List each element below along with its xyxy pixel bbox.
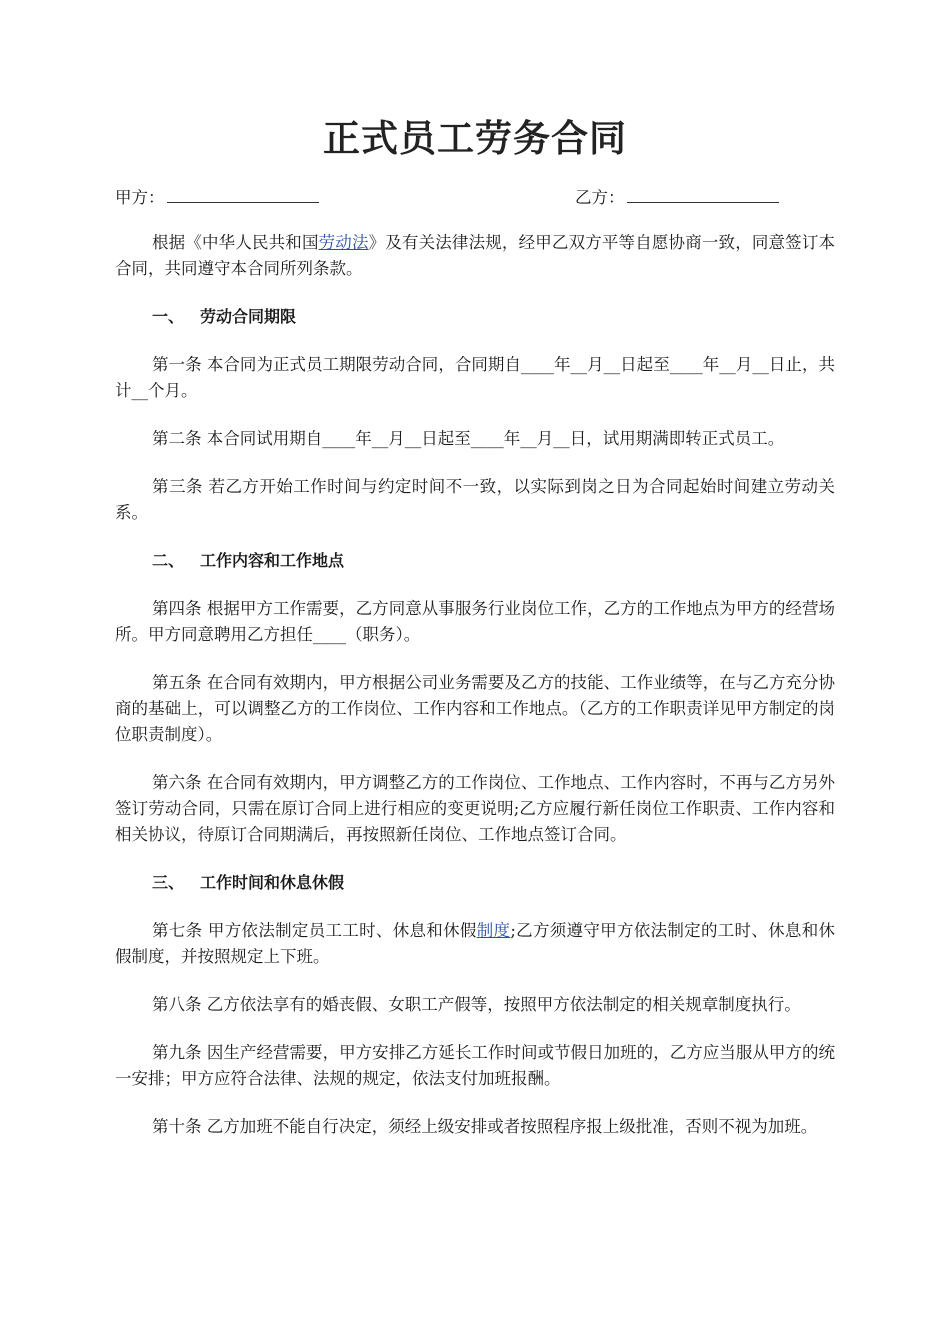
article-8: 第八条 乙方依法享有的婚丧假、女职工产假等，按照甲方依法制定的相关规章制度执行。 — [152, 995, 801, 1014]
section-number: 一、 — [152, 307, 185, 326]
contract-body — [115, 230, 835, 1162]
party-a-label: 甲方： — [115, 188, 165, 207]
party-b-field — [575, 184, 779, 208]
section-title: 工作时间和休息休假 — [200, 873, 345, 892]
system-link[interactable]: 制度 — [476, 921, 511, 940]
document-title: 正式员工劳务合同 — [323, 116, 627, 160]
article-2: 第二条 本合同试用期自____年__月__日起至____年__月__日，试用期满即转正式员工。 — [152, 429, 785, 448]
article-4: 第四条 根据甲方工作需要，乙方同意从事服务行业岗位工作，乙方的工作地点为甲方的经营场所。甲方同意聘用乙方担任____（职务）。 — [115, 599, 835, 644]
article-1: 第一条 本合同为正式员工期限劳动合同，合同期自____年__月__日起至____年__月__日止，共计__个月。 — [115, 355, 835, 400]
labor-law-link[interactable]: 劳动法 — [318, 233, 369, 252]
article-3: 第三条 若乙方开始工作时间与约定时间不一致，以实际到岗之日为合同起始时间建立劳动关系。 — [115, 477, 835, 522]
section-heading-2 — [152, 548, 835, 574]
party-b-label: 乙方： — [575, 188, 625, 207]
party-b-blank — [627, 188, 779, 203]
intro-paragraph — [115, 230, 835, 282]
section-heading-1 — [152, 304, 835, 330]
section-title: 工作内容和工作地点 — [200, 551, 345, 570]
intro-text-before: 根据《中华人民共和国 — [152, 233, 319, 252]
article-7-text-before: 第七条 甲方依法制定员工工时、休息和休假 — [152, 921, 477, 940]
article-10: 第十条 乙方加班不能自行决定，须经上级安排或者按照程序报上级批准，否则不视为加班。 — [152, 1117, 818, 1136]
article-6: 第六条 在合同有效期内，甲方调整乙方的工作岗位、工作地点、工作内容时，不再与乙方另外签订劳动合同，只需在原订合同上进行相应的变更说明;乙方应履行新任岗位工作职责、工作内容和相关协议，待原订合同期满后，再按照新任岗位、工作地点签订合同。 — [115, 773, 835, 844]
section-number: 三、 — [152, 873, 185, 892]
section-heading-3 — [152, 870, 835, 896]
article-9: 第九条 因生产经营需要，甲方安排乙方延长工作时间或节假日加班的，乙方应当服从甲方的统一安排；甲方应符合法律、法规的规定，依法支付加班报酬。 — [115, 1043, 835, 1088]
article-7 — [115, 918, 835, 970]
intro-text-after: 》及有关法律法规，经甲乙双方平等自愿协商一致，同意签订本合同，共同遵守本合同所列条款。 — [115, 233, 836, 278]
section-title: 劳动合同期限 — [200, 307, 297, 326]
section-number: 二、 — [152, 551, 185, 570]
party-a-blank — [167, 188, 319, 203]
article-7-text-after: ;乙方须遵守甲方依法制定的工时、休息和休假制度，并按照规定上下班。 — [115, 921, 836, 966]
article-5: 第五条 在合同有效期内，甲方根据公司业务需要及乙方的技能、工作业绩等，在与乙方充分协商的基础上，可以调整乙方的工作岗位、工作内容和工作地点。（乙方的工作职责详见甲方制定的岗位职责制度）。 — [115, 673, 835, 744]
party-a-field — [115, 184, 319, 208]
